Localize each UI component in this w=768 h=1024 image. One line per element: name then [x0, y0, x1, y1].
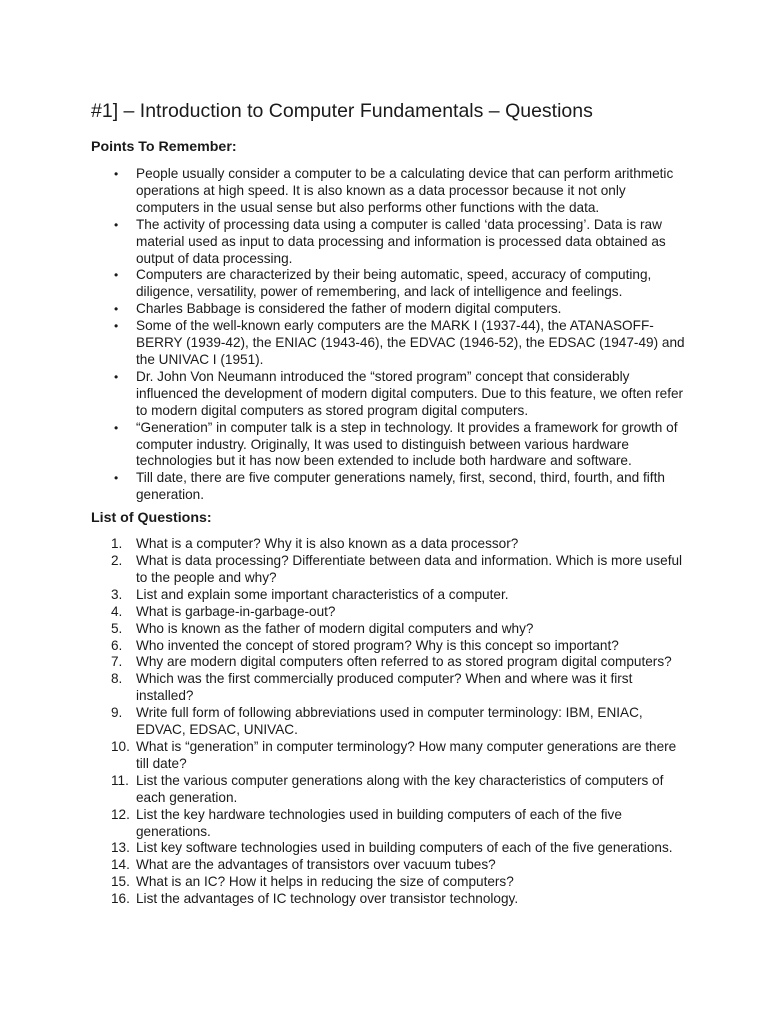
question-text: What is data processing? Differentiate between data and information. Which is more useful to the people and why?	[136, 553, 683, 585]
bullet-icon: •	[114, 217, 119, 232]
question-text: List the various computer generations along with the key characteristics of computers of each generation.	[136, 772, 664, 805]
bullet-icon: •	[114, 319, 119, 334]
question-text: What is “generation” in computer terminology? How many computer generations are there till date?	[136, 739, 677, 771]
points-heading: Points To Remember:	[91, 139, 237, 155]
bullet-icon: •	[114, 471, 119, 486]
question-number: 11.	[111, 772, 129, 788]
questions-list	[91, 536, 690, 908]
question-number: 16.	[111, 891, 130, 907]
question-number: 15.	[111, 874, 130, 890]
question-item	[111, 654, 690, 671]
question-item	[111, 772, 690, 807]
question-item	[111, 857, 690, 874]
question-item	[111, 840, 690, 857]
list-item: • Charles Babbage is considered the father of modern digital computers.	[114, 301, 562, 317]
question-text: What is garbage-in-garbage-out?	[136, 603, 336, 619]
document-title: #1] – Introduction to Computer Fundamentals – Questions	[91, 100, 593, 122]
question-number: 8.	[111, 671, 123, 687]
list-item: • Dr. John Von Neumann introduced the “stored program” concept that considerably influenced the development of modern digital computers. Due to this feature, we often refer to modern digital computers as stored program digital computers.	[114, 368, 684, 418]
question-item	[111, 553, 690, 587]
points-list	[91, 166, 690, 504]
question-item	[111, 603, 690, 621]
question-item	[111, 806, 690, 841]
question-number: 9.	[111, 705, 123, 721]
question-text: Who invented the concept of stored program? Why is this concept so important?	[136, 637, 619, 653]
list-item: • Computers are characterized by their being automatic, speed, accuracy of computing, diligence, versatility, power of remembering, and lack of intelligence and feelings.	[114, 267, 652, 300]
list-item: • “Generation” in computer talk is a step in technology. It provides a framework for growth of computer industry. Originally, It was used to distinguish between various hardware technologies but it has now been extended to include both hardware and software.	[114, 419, 678, 469]
question-item	[111, 739, 690, 773]
bullet-icon: •	[114, 369, 119, 384]
question-item	[111, 536, 690, 553]
question-number: 4.	[111, 603, 123, 619]
question-text: Which was the first commercially produced computer? When and where was it first installed?	[136, 671, 633, 704]
question-item	[111, 620, 690, 638]
question-item	[111, 586, 690, 604]
bullet-icon: •	[114, 167, 119, 181]
question-number: 3.	[111, 586, 123, 602]
question-item	[111, 705, 690, 739]
bullet-icon: •	[114, 302, 119, 317]
question-text: Write full form of following abbreviations used in computer terminology: IBM, ENIAC, EDVAC, EDSAC, UNIVAC.	[136, 705, 643, 738]
question-text: List and explain some important characteristics of a computer.	[136, 586, 509, 602]
bullet-icon: •	[114, 268, 119, 283]
question-text: What is a computer? Why it is also known as a data processor?	[136, 536, 519, 552]
question-number: 13.	[111, 840, 130, 856]
question-number: 12.	[111, 806, 130, 822]
question-number: 5.	[111, 620, 123, 636]
question-text: List key software technologies used in building computers of each of the five generations.	[136, 840, 673, 856]
question-number: 6.	[111, 637, 123, 653]
question-text: What are the advantages of transistors over vacuum tubes?	[136, 857, 496, 873]
question-text: List the advantages of IC technology over transistor technology.	[136, 891, 519, 907]
question-number: 2.	[111, 553, 123, 569]
question-item	[111, 637, 690, 655]
question-number: 1.	[111, 536, 123, 552]
question-item	[111, 874, 690, 891]
list-item: • People usually consider a computer to be a calculating device that can perform arithmetic operations at high speed. It is also known as a data processor because it not only computers in the usual sense but also performs other functions with the data.	[114, 166, 674, 215]
bullet-icon: •	[114, 420, 119, 435]
question-number: 7.	[111, 654, 123, 670]
list-item: • Till date, there are five computer generations namely, first, second, third, fourth, and fifth generation.	[114, 470, 665, 503]
question-item	[111, 671, 690, 705]
list-item: • The activity of processing data using a computer is called ‘data processing’. Data is raw material used as input to data processing and information is processed data obtained as output of data processing.	[114, 216, 666, 266]
question-text: Who is known as the father of modern digital computers and why?	[136, 620, 534, 636]
list-item: • Some of the well-known early computers are the MARK I (1937-44), the ATANASOFF-BERRY (1939-42), the ENIAC (1943-46), the EDVAC (1946-52), the EDSAC (1947-49) and the UNIVAC I (1951).	[114, 318, 685, 367]
question-item	[111, 891, 690, 908]
question-text: Why are modern digital computers often referred to as stored program digital computers?	[136, 654, 672, 670]
question-number: 14.	[111, 857, 130, 873]
question-number: 10.	[111, 739, 130, 754]
question-text: What is an IC? How it helps in reducing the size of computers?	[136, 874, 514, 890]
question-text: List the key hardware technologies used in building computers of each of the five generations.	[136, 806, 622, 839]
questions-heading: List of Questions:	[91, 510, 212, 527]
